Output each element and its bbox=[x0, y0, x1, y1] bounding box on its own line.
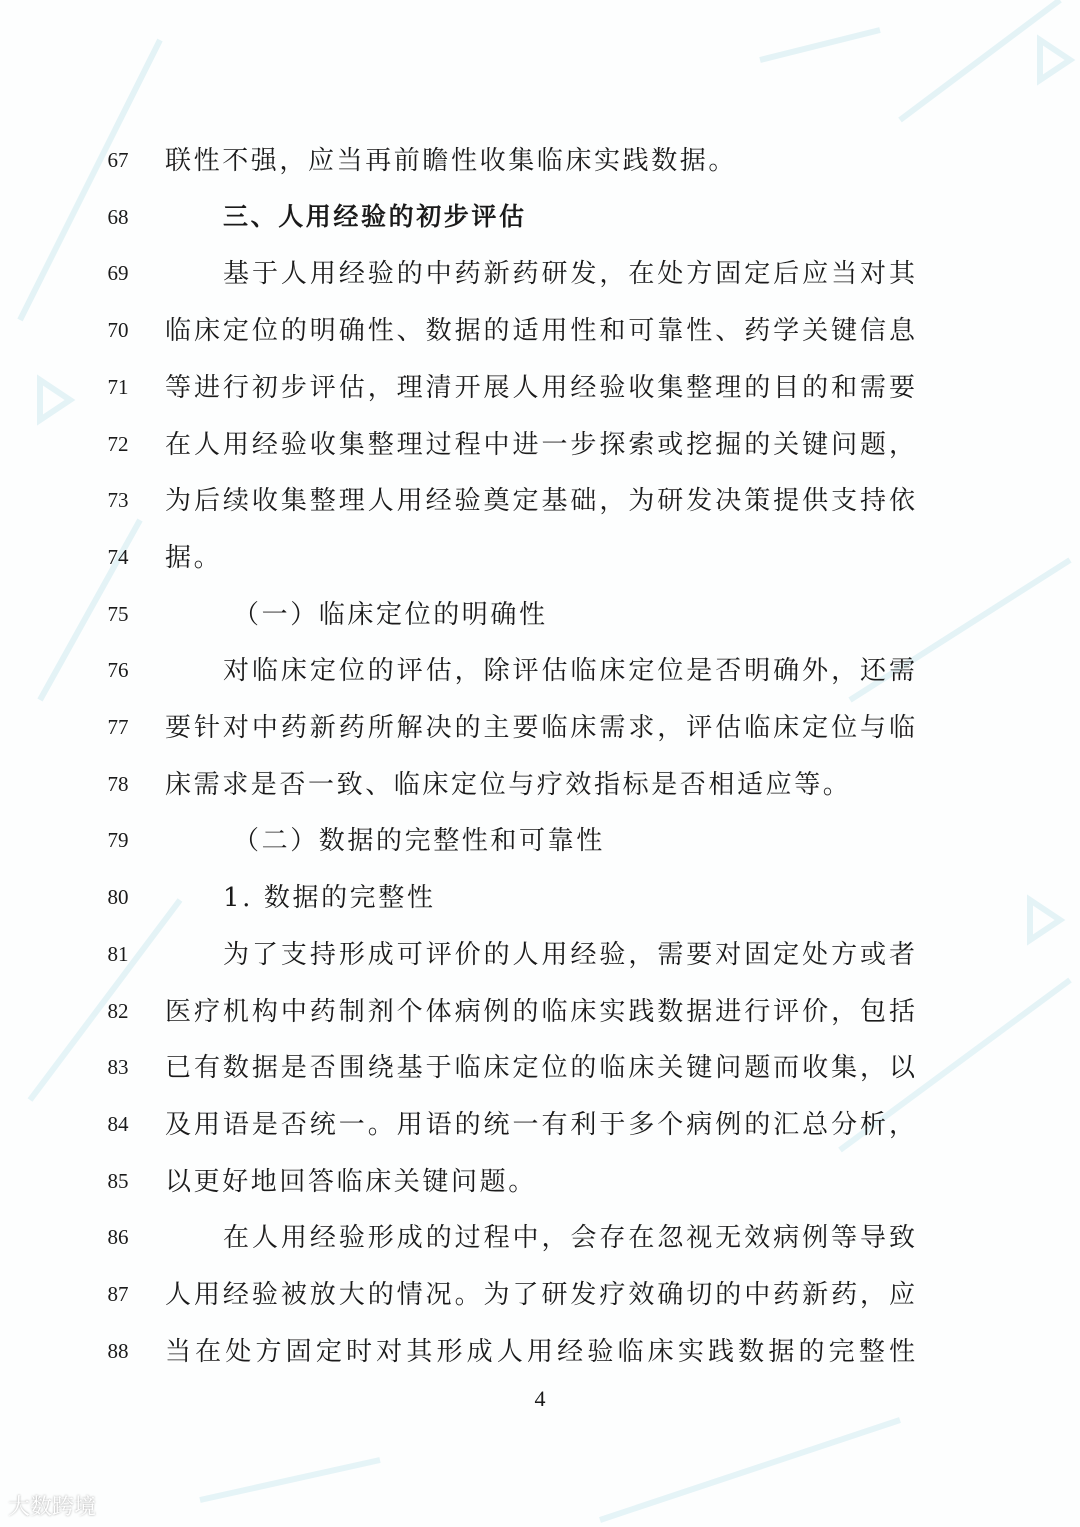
line-number: 77 bbox=[107, 715, 129, 739]
line-text: 为了支持形成可评价的人用经验，需要对固定处方或者 bbox=[223, 939, 915, 970]
document-line bbox=[0, 707, 1080, 747]
line-text: 据。 bbox=[165, 542, 223, 573]
page-number: 4 bbox=[534, 1386, 546, 1411]
line-text: 以更好地回答临床关键问题。 bbox=[165, 1166, 537, 1197]
line-number: 72 bbox=[107, 431, 129, 456]
line-text: 在人用经验收集整理过程中进一步探索或挖掘的关键问题， bbox=[165, 429, 915, 460]
document-line bbox=[0, 367, 1080, 407]
document-line bbox=[0, 1104, 1080, 1144]
document-line bbox=[0, 1274, 1080, 1314]
line-number: 74 bbox=[107, 544, 129, 569]
line-text: 对临床定位的评估，除评估临床定位是否明确外，还需 bbox=[223, 656, 915, 687]
line-text: 已有数据是否围绕基于临床定位的临床关键问题而收集，以 bbox=[165, 1053, 915, 1084]
line-number: 83 bbox=[107, 1055, 129, 1080]
line-number: 78 bbox=[107, 771, 129, 796]
line-text: 等进行初步评估，理清开展人用经验收集整理的目的和需要 bbox=[165, 372, 915, 403]
line-text: 在人用经验形成的过程中，会存在忽视无效病例等导致 bbox=[223, 1223, 915, 1254]
line-text: 及用语是否统一。用语的统一有利于多个病例的汇总分析， bbox=[165, 1109, 915, 1140]
line-text: 床需求是否一致、临床定位与疗效指标是否相适应等。 bbox=[165, 769, 852, 800]
line-text: 为后续收集整理人用经验奠定基础，为研发决策提供支持依 bbox=[165, 486, 915, 517]
line-number: 81 bbox=[107, 941, 129, 966]
line-text: 医疗机构中药制剂个体病例的临床实践数据进行评价，包括 bbox=[165, 996, 915, 1027]
line-number: 71 bbox=[107, 374, 129, 399]
document-line bbox=[0, 197, 1080, 237]
line-number: 68 bbox=[107, 204, 129, 229]
document-line bbox=[0, 310, 1080, 350]
line-number: 87 bbox=[107, 1282, 129, 1306]
line-number: 73 bbox=[107, 488, 129, 513]
watermark-logo: 大数跨境 bbox=[8, 1495, 97, 1520]
subsection-heading: 1. 数据的完整性 bbox=[223, 883, 436, 914]
line-text: 当在处方固定时对其形成人用经验临床实践数据的完整性 bbox=[165, 1336, 915, 1367]
line-number: 84 bbox=[107, 1111, 129, 1136]
line-number: 82 bbox=[107, 998, 129, 1023]
line-text: 人用经验被放大的情况。为了研发疗效确切的中药新药，应 bbox=[165, 1280, 915, 1310]
line-number: 80 bbox=[107, 885, 129, 910]
line-text: 联性不强，应当再前瞻性收集临床实践数据。 bbox=[165, 146, 738, 176]
subsection-heading: （一）临床定位的明确性 bbox=[233, 599, 548, 630]
document-line bbox=[0, 594, 1080, 634]
document-line bbox=[0, 480, 1080, 520]
line-text: 基于人用经验的中药新药研发，在处方固定后应当对其 bbox=[223, 259, 915, 290]
document-line bbox=[0, 650, 1080, 690]
document-line bbox=[0, 140, 1080, 180]
document-line bbox=[0, 764, 1080, 804]
line-number: 88 bbox=[107, 1338, 129, 1363]
document-line bbox=[0, 1331, 1080, 1371]
line-text: 临床定位的明确性、数据的适用性和可靠性、药学关键信息 bbox=[165, 316, 915, 347]
line-number: 69 bbox=[107, 261, 129, 286]
line-number: 67 bbox=[107, 148, 129, 172]
document-line bbox=[0, 1047, 1080, 1087]
subsection-heading: （二）数据的完整性和可靠性 bbox=[233, 826, 605, 857]
line-number: 79 bbox=[107, 828, 129, 853]
section-heading: 三、人用经验的初步评估 bbox=[223, 201, 527, 231]
document-line bbox=[0, 877, 1080, 917]
document-line bbox=[0, 991, 1080, 1031]
line-number: 85 bbox=[107, 1168, 129, 1193]
document-line bbox=[0, 537, 1080, 577]
document-line bbox=[0, 1217, 1080, 1257]
line-number: 86 bbox=[107, 1225, 129, 1250]
line-number: 76 bbox=[107, 658, 129, 683]
line-number: 75 bbox=[107, 601, 129, 626]
document-line bbox=[0, 424, 1080, 464]
document-line bbox=[0, 820, 1080, 860]
line-text: 要针对中药新药所解决的主要临床需求，评估临床定位与临 bbox=[165, 713, 915, 743]
line-number: 70 bbox=[107, 318, 129, 343]
document-line bbox=[0, 1161, 1080, 1201]
document-line bbox=[0, 934, 1080, 974]
document-line bbox=[0, 253, 1080, 293]
